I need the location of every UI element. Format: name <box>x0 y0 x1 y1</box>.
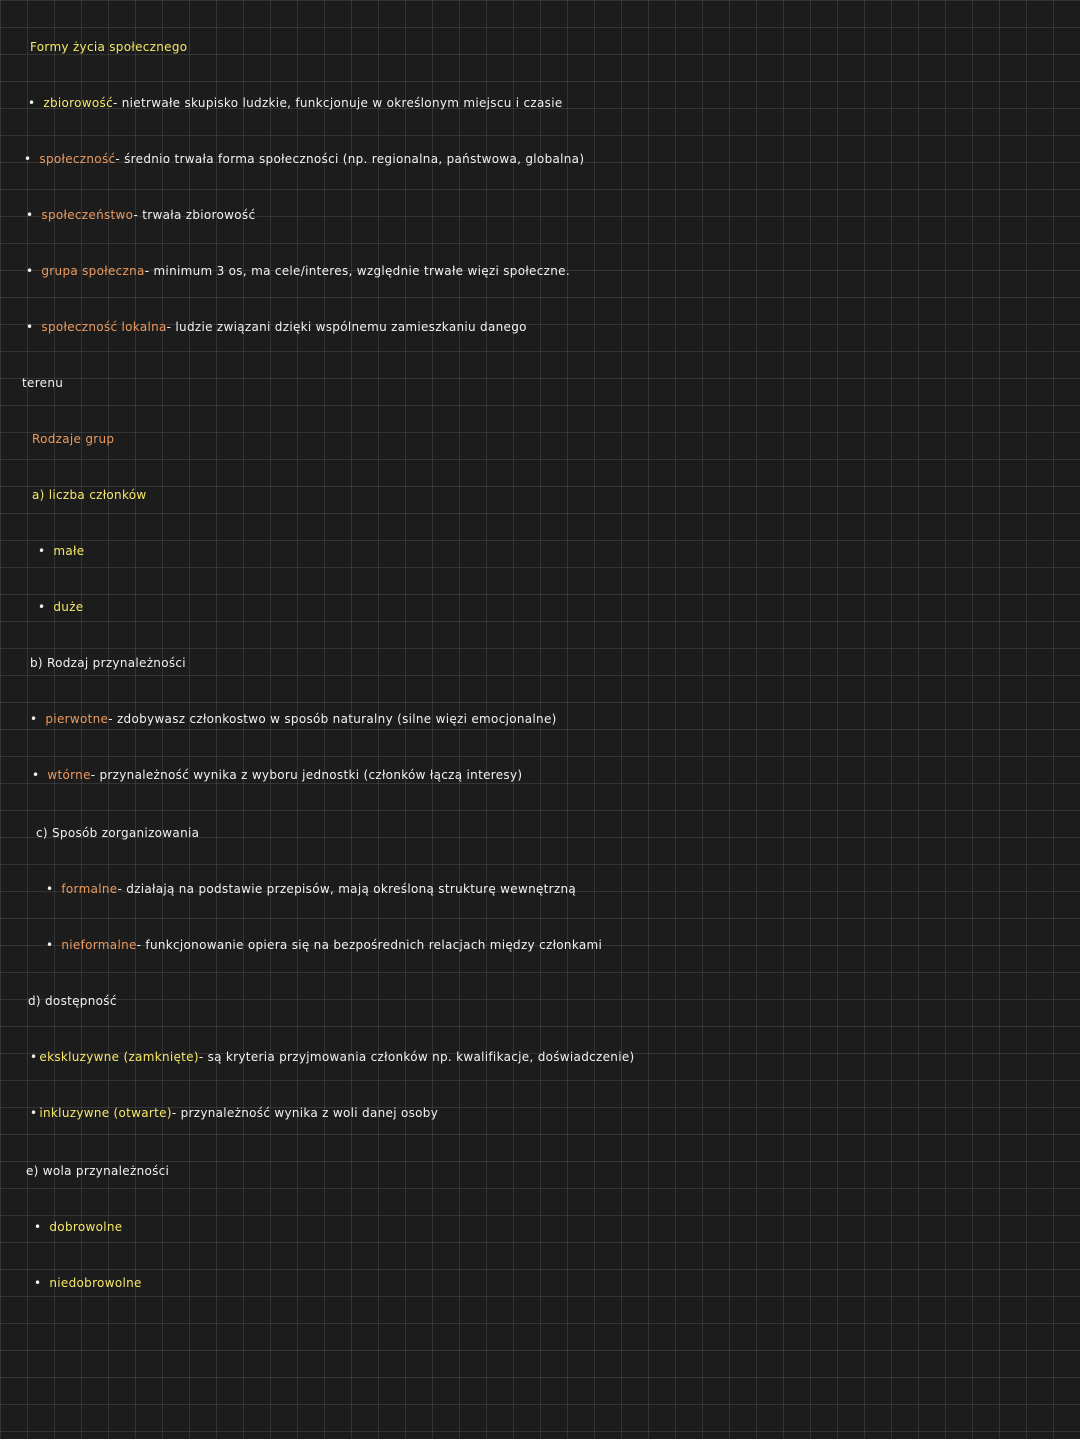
def-item-2: • społeczność- średnio trwała forma społeczności (np. regionalna, państwowa, globalna) <box>24 152 585 166</box>
list-item: • nieformalne- funkcjonowanie opiera się na bezpośrednich relacjach między członkami <box>46 938 603 952</box>
def-text: - trwała zbiorowość <box>133 208 256 222</box>
list-item: • dobrowolne <box>34 1220 123 1234</box>
def-item-5: • społeczność lokalna- ludzie związani dzięki wspólnemu zamieszkaniu danego <box>26 320 527 334</box>
page-title: Formy życia społecznego <box>30 40 188 54</box>
list-item: • wtórne- przynależność wynika z wyboru jednostki (członków łączą interesy) <box>32 768 523 782</box>
list-item: • niedobrowolne <box>34 1276 142 1290</box>
def-text: - ludzie związani dzięki wspólnemu zamieszkaniu danego <box>166 320 527 334</box>
def-term: społeczność lokalna <box>41 320 167 334</box>
list-item: • małe <box>38 544 85 558</box>
def-item-3: • społeczeństwo- trwała zbiorowość <box>26 208 256 222</box>
list-item: • duże <box>38 600 84 614</box>
subsection-d-heading: d) dostępność <box>28 994 117 1008</box>
def-term: zbiorowość <box>43 96 113 110</box>
list-item: • inkluzywne (otwarte)- przynależność wynika z woli danej osoby <box>30 1106 439 1120</box>
def-text: - średnio trwała forma społeczności (np. regionalna, państwowa, globalna) <box>115 152 585 166</box>
def-continuation: terenu <box>22 376 64 390</box>
def-item-1: • zbiorowość- nietrwałe skupisko ludzkie, funkcjonuje w określonym miejscu i czasie <box>28 96 563 110</box>
subsection-c-heading: c) Sposób zorganizowania <box>36 826 200 840</box>
subsection-a-heading: a) liczba członków <box>32 488 147 502</box>
def-item-4: • grupa społeczna- minimum 3 os, ma cele/interes, względnie trwałe więzi społeczne. <box>26 264 570 278</box>
list-item: • formalne- działają na podstawie przepisów, mają określoną strukturę wewnętrzną <box>46 882 577 896</box>
def-term: grupa społeczna <box>41 264 145 278</box>
def-text: - nietrwałe skupisko ludzkie, funkcjonuje w określonym miejscu i czasie <box>113 96 563 110</box>
def-term: społeczeństwo <box>41 208 134 222</box>
def-term: społeczność <box>39 152 116 166</box>
subsection-e-heading: e) wola przynależności <box>26 1164 170 1178</box>
section-heading: Rodzaje grup <box>32 432 115 446</box>
subsection-b-heading: b) Rodzaj przynależności <box>30 656 186 670</box>
list-item: • pierwotne- zdobywasz członkostwo w sposób naturalny (silne więzi emocjonalne) <box>30 712 557 726</box>
list-item: • ekskluzywne (zamknięte)- są kryteria przyjmowania członków np. kwalifikacje, doświadczenie) <box>30 1050 635 1064</box>
def-text: - minimum 3 os, ma cele/interes, względnie trwałe więzi społeczne. <box>144 264 570 278</box>
